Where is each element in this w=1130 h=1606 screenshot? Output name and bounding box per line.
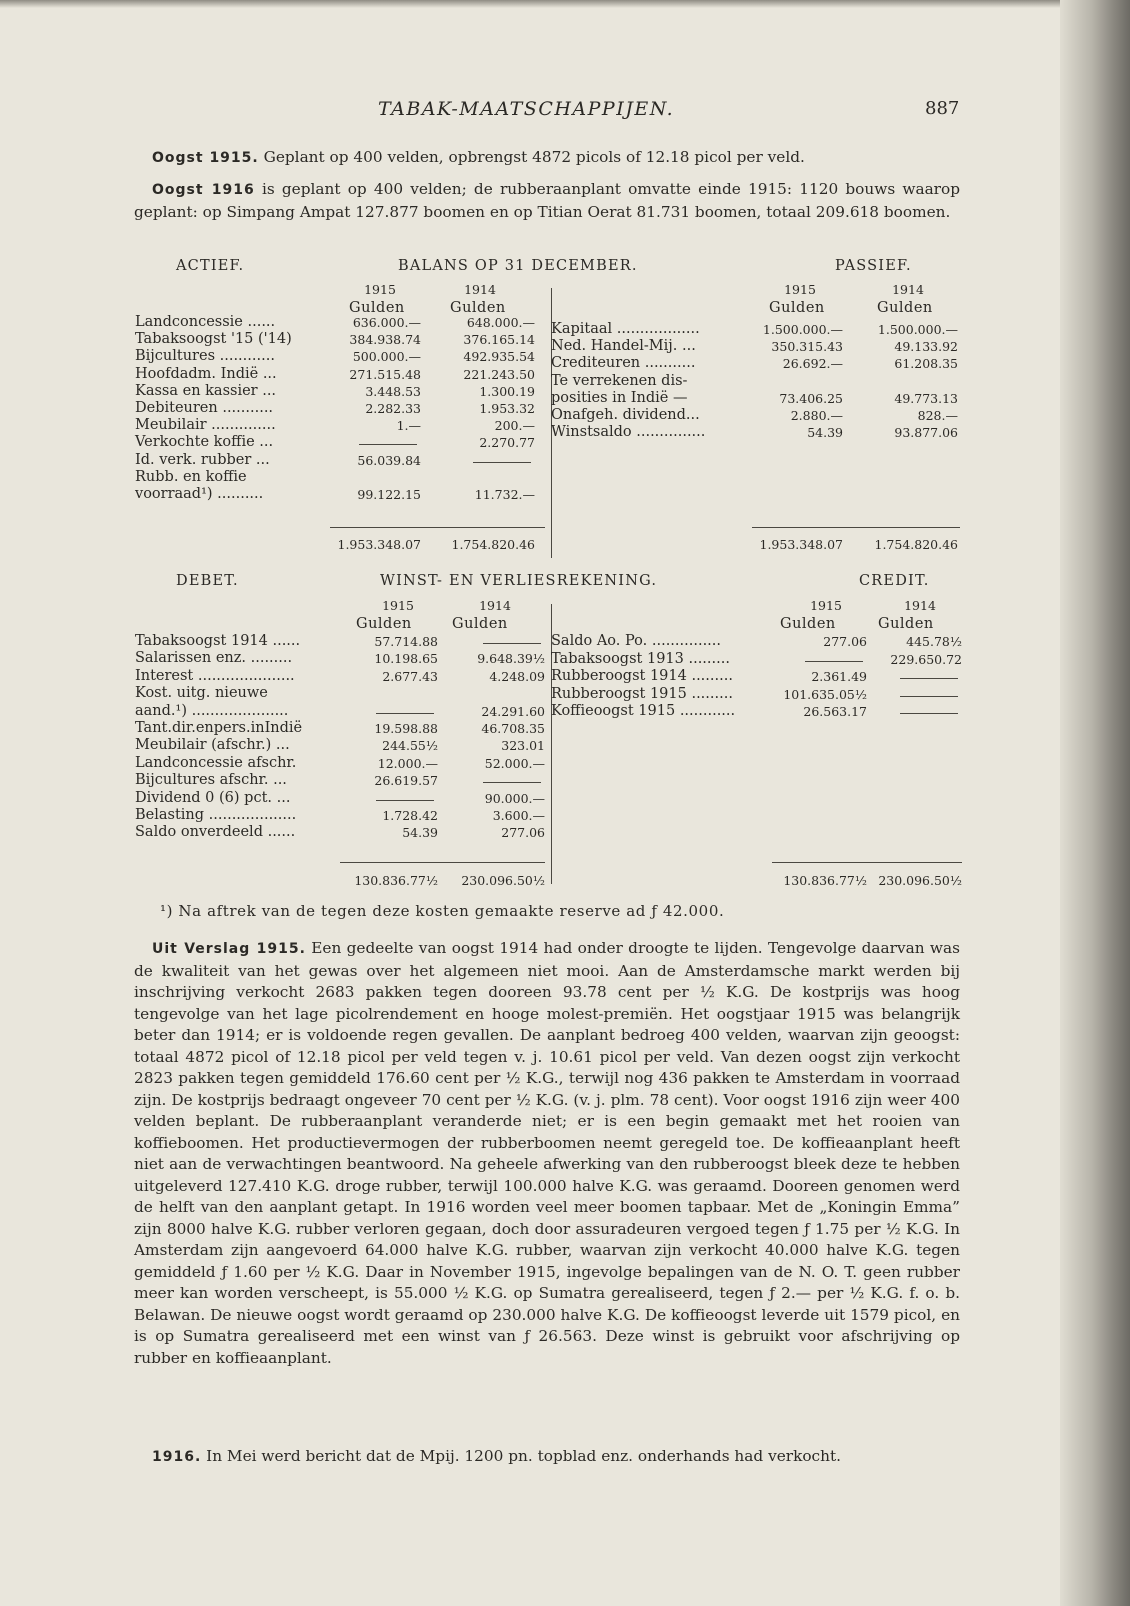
pl-credit-unit-1915: Gulden xyxy=(780,616,836,632)
pl-credit-unit-1914: Gulden xyxy=(878,616,934,632)
debet-row-label: Meubilair (afschr.) ... xyxy=(135,737,290,754)
debet-row-value-1914: 9.648.39½ xyxy=(477,651,545,667)
actief-nil-dash xyxy=(473,462,531,463)
passief-total-rule xyxy=(752,527,960,528)
actief-row-value-1914: 376.165.14 xyxy=(463,332,535,348)
passief-row-value-1915: 73.406.25 xyxy=(779,390,843,406)
passief-row-label: Winstsaldo ............... xyxy=(551,424,706,441)
balance-actief-unit-1915: Gulden xyxy=(349,300,405,316)
debet-nil-dash xyxy=(483,643,541,644)
actief-row-value-1914: 648.000.— xyxy=(466,315,535,330)
passief-row-value-1915: 1.500.000.— xyxy=(762,322,843,337)
pl-debet-unit-1914: Gulden xyxy=(452,616,508,632)
passief-row-value-1914: 93.877.06 xyxy=(894,425,958,441)
actief-row-value-1914: 1.300.19 xyxy=(479,383,535,399)
book-binding-edge xyxy=(1060,0,1130,1606)
actief-row-value-1914: 1.953.32 xyxy=(479,401,535,416)
pl-left-heading: DEBET. xyxy=(176,573,239,589)
debet-row-label: Saldo onverdeeld ...... xyxy=(135,824,296,841)
actief-row-label: Meubilair .............. xyxy=(135,417,276,434)
debet-row-value-1915: 26.619.57 xyxy=(374,773,438,789)
passief-row-label: Te verrekenen dis- xyxy=(551,372,688,389)
actief-row-value-1915: 636.000.— xyxy=(352,315,421,330)
debet-row-label: Landconcessie afschr. xyxy=(135,754,297,771)
text-verslag-1915: Een gedeelte van oogst 1914 had onder droogte te lijden. Tengevolge daarvan was de kwaliteit van het gewas over het algemeen niet mooi. Aan de Amsterdamsche markt werden bij inschrijving verkocht 2683 pakken tegen dooreen 93.78 cent per ½ K.G. De kostprijs was hoog tengevolge van het lage picolrendement en hooge molest-premiën. Het oogstjaar 1915 was belangrijk beter dan 1914; er is voldoende regen gevallen. De aanplant bedroeg 400 velden, waarvan zijn geoogst: totaal 4872 picol of 12.18 picol per veld tegen v. j. 10.61 picol per veld. Van dezen oogst zijn verkocht 2823 pakken tegen gemiddeld 176.60 cent per ½ K.G., terwijl nog 436 pakken te Amsterdam in voorraad zijn. De kostprijs bedraagt ongeveer 70 cent per ½ K.G. (v. j. plm. 78 cent). Voor oogst 1916 zijn weer 400 velden beplant. De rubberaanplant veranderde niet; er is een begin gemaakt met het rooien van koffieboomen. Het productievermogen der rubberboomen neemt geregeld toe. De koffieaanplant heeft niet aan de verwachtingen beantwoord. Na geheele afwerking van den rubberoogst bleek deze te hebben uitgeleverd 127.410 K.G. droge rubber, terwijl 100.000 halve K.G. was geraamd. Dooreen genomen werd de helft van den aanplant getapt. In 1916 worden veel meer boomen tapbaar. Met de „Koningin Emma” zijn 8000 halve K.G. rubber verloren gegaan, doch door assuradeuren vergoed tegen ƒ 1.75 per ½ K.G. In Amsterdam zijn aangevoerd 64.000 halve K.G. rubber, waarvan zijn verkocht 40.000 halve K.G. tegen gemiddeld ƒ 1.60 per ½ K.G. Daar in November 1915, ingevolge bepalingen van de N. O. T. geen rubber meer kan worden verscheept, is 55.000 ½ K.G. op Sumatra gerealiseerd, tegen ƒ 2.— per ½ K.G. f. o. b. Belawan. De nieuwe oogst wordt geraamd op 230.000 halve K.G. De koffieoogst leverde uit 1579 picol, en is op Sumatra gerealiseerd met een winst van ƒ 26.563. Deze winst is gebruikt voor afschrijving op rubber en koffieaanplant. xyxy=(134,939,960,1367)
debet-row-label: Bijcultures afschr. ... xyxy=(135,772,287,789)
passief-row-value-1915: 2.880.— xyxy=(790,408,843,423)
debet-nil-dash xyxy=(376,800,434,801)
debet-row-label: Belasting ................... xyxy=(135,807,297,823)
debet-row-value-1915: 12.000.— xyxy=(377,755,438,771)
debet-row-label: Salarissen enz. ......... xyxy=(135,650,293,667)
actief-row-label: Landconcessie ...... xyxy=(135,314,276,330)
actief-total-rule xyxy=(330,527,545,528)
text-oogst-1915: Geplant op 400 velden, opbrengst 4872 picols of 12.18 picol per veld. xyxy=(263,148,805,166)
actief-row-value-1915: 99.122.15 xyxy=(357,487,421,502)
debet-row-value-1914: 46.708.35 xyxy=(481,721,545,736)
actief-row-value-1914: 221.243.50 xyxy=(463,366,535,382)
balance-passief-year-1914: 1914 xyxy=(892,282,924,297)
paragraph-verslag-1915 xyxy=(134,938,960,1369)
pl-credit-year-1915: 1915 xyxy=(810,598,842,613)
credit-row-value-1915: 277.06 xyxy=(823,634,867,649)
debet-row-value-1914: 3.600.— xyxy=(492,808,545,823)
passief-row-value-1915: 26.692.— xyxy=(782,356,843,372)
debet-row-value-1915: 2.677.43 xyxy=(382,668,438,684)
actief-row-label: Verkochte koffie ... xyxy=(135,434,274,451)
balance-actief-year-1914: 1914 xyxy=(464,282,496,297)
debet-total-1915: 130.836.77½ xyxy=(354,873,438,888)
credit-row-value-1915: 2.361.49 xyxy=(811,669,867,685)
debet-row-value-1914: 24.291.60 xyxy=(481,703,545,719)
actief-total-1915: 1.953.348.07 xyxy=(337,537,421,552)
credit-row-value-1915: 26.563.17 xyxy=(803,704,867,720)
credit-row-label: Rubberoogst 1915 ......... xyxy=(551,685,733,702)
pl-title: WINST- EN VERLIESREKENING. xyxy=(380,573,658,589)
debet-row-value-1915: 54.39 xyxy=(402,825,438,841)
passief-row-value-1914: 1.500.000.— xyxy=(877,322,958,337)
debet-total-1914: 230.096.50½ xyxy=(461,873,545,888)
actief-row-label: Kassa en kassier ... xyxy=(135,382,277,399)
paragraph-1916 xyxy=(134,1446,960,1469)
credit-row-label: Tabaksoogst 1913 ......... xyxy=(551,650,730,667)
credit-nil-dash xyxy=(900,678,958,679)
passief-row-value-1914: 49.133.92 xyxy=(894,339,958,355)
credit-row-value-1914: 445.78½ xyxy=(906,634,962,649)
passief-row-label: Crediteuren ........... xyxy=(551,355,696,372)
balance-title: BALANS OP 31 DECEMBER. xyxy=(398,258,638,274)
credit-row-label: Saldo Ao. Po. ............... xyxy=(551,633,721,649)
lead-oogst-1915: Oogst 1915. xyxy=(152,150,259,166)
passief-total-1915: 1.953.348.07 xyxy=(759,537,843,552)
passief-row-value-1914: 828.— xyxy=(917,408,958,423)
lead-1916: 1916. xyxy=(152,1449,202,1465)
credit-nil-dash xyxy=(900,696,958,697)
lead-verslag-1915: Uit Verslag 1915. xyxy=(152,941,306,957)
balance-actief-year-1915: 1915 xyxy=(364,282,396,297)
credit-row-label: Koffieoogst 1915 ............ xyxy=(551,703,736,720)
balance-passief-unit-1915: Gulden xyxy=(769,300,825,316)
balance-left-heading: ACTIEF. xyxy=(176,258,245,274)
passief-row-label: Onafgeh. dividend... xyxy=(551,407,700,423)
actief-row-value-1915: 271.515.48 xyxy=(349,366,421,382)
credit-row-label: Rubberoogst 1914 ......... xyxy=(551,668,733,685)
debet-row-value-1915: 57.714.88 xyxy=(374,634,438,649)
actief-row-label: Bijcultures ............ xyxy=(135,348,275,365)
pl-debet-year-1914: 1914 xyxy=(479,598,511,613)
actief-row-value-1915: 384.938.74 xyxy=(349,332,421,348)
debet-row-value-1914: 52.000.— xyxy=(484,755,545,771)
page-number: 887 xyxy=(925,98,960,119)
debet-nil-dash xyxy=(376,713,434,714)
actief-row-label: Rubb. en koffie xyxy=(135,468,247,485)
paragraph-oogst-1916 xyxy=(134,179,960,223)
credit-total-1914: 230.096.50½ xyxy=(878,873,962,888)
actief-row-value-1915: 500.000.— xyxy=(352,349,421,365)
debet-nil-dash xyxy=(483,782,541,783)
debet-row-label: Interest ..................... xyxy=(135,667,295,684)
credit-nil-dash xyxy=(805,661,863,662)
text-1916: In Mei werd bericht dat de Mpij. 1200 pn. topblad enz. onderhands had verkocht. xyxy=(206,1447,841,1465)
actief-row-value-1914: 200.— xyxy=(494,418,535,434)
debet-row-value-1914: 4.248.09 xyxy=(489,668,545,684)
actief-total-1914: 1.754.820.46 xyxy=(451,537,535,552)
actief-row-value-1915: 1.— xyxy=(396,418,421,434)
actief-row-label: Tabaksoogst '15 ('14) xyxy=(135,331,292,348)
debet-row-label: Kost. uitg. nieuwe xyxy=(135,685,268,702)
passief-row-label: Ned. Handel-Mij. ... xyxy=(551,338,696,355)
debet-row-label: Dividend 0 (6) pct. ... xyxy=(135,789,291,806)
balance-passief-unit-1914: Gulden xyxy=(877,300,933,316)
actief-row-value-1914: 492.935.54 xyxy=(463,349,535,365)
balance-right-heading: PASSIEF. xyxy=(835,258,912,274)
balance-passief-year-1915: 1915 xyxy=(784,282,816,297)
running-head: TABAK-MAATSCHAPPIJEN. xyxy=(378,98,675,120)
credit-nil-dash xyxy=(900,713,958,714)
debet-row-label: aand.¹) ..................... xyxy=(135,702,289,719)
passief-row-value-1914: 49.773.13 xyxy=(894,390,958,406)
passief-row-value-1915: 350.315.43 xyxy=(771,339,843,355)
actief-row-value-1914: 11.732.— xyxy=(474,487,535,502)
debet-row-value-1915: 19.598.88 xyxy=(374,721,438,736)
debet-row-label: Tant.dir.enpers.inIndië xyxy=(135,720,303,736)
debet-row-value-1914: 323.01 xyxy=(501,738,545,754)
passief-row-label: posities in Indië — xyxy=(551,389,688,406)
credit-total-1915: 130.836.77½ xyxy=(783,873,867,888)
credit-total-rule xyxy=(772,862,962,863)
footnote: ¹) Na aftrek van de tegen deze kosten gemaakte reserve ad ƒ 42.000. xyxy=(160,902,725,920)
pl-debet-unit-1915: Gulden xyxy=(356,616,412,632)
debet-row-label: Tabaksoogst 1914 ...... xyxy=(135,633,301,649)
debet-total-rule xyxy=(340,862,545,863)
pl-credit-year-1914: 1914 xyxy=(904,598,936,613)
passief-row-label: Kapitaal .................. xyxy=(551,321,700,337)
lead-oogst-1916: Oogst 1916 xyxy=(152,182,255,198)
balance-actief-unit-1914: Gulden xyxy=(450,300,506,316)
actief-row-label: Debiteuren ........... xyxy=(135,400,274,416)
text-oogst-1916: is geplant op 400 velden; de rubberaanplant omvatte einde 1915: 1120 bouws waarop geplant: op Simpang Ampat 127.877 boomen en op Titian Oerat 81.731 boomen, totaal 209.618 boomen. xyxy=(134,180,960,221)
passief-row-value-1915: 54.39 xyxy=(807,425,843,441)
pl-debet-year-1915: 1915 xyxy=(382,598,414,613)
debet-row-value-1914: 90.000.— xyxy=(484,790,545,806)
debet-row-value-1915: 244.55½ xyxy=(382,738,438,754)
credit-row-value-1914: 229.650.72 xyxy=(890,651,962,667)
debet-row-value-1915: 10.198.65 xyxy=(374,651,438,667)
debet-row-value-1914: 277.06 xyxy=(501,825,545,841)
actief-row-value-1915: 3.448.53 xyxy=(365,383,421,399)
actief-row-label: Id. verk. rubber ... xyxy=(135,451,270,468)
actief-row-value-1914: 2.270.77 xyxy=(479,435,535,451)
actief-row-label: voorraad¹) .......... xyxy=(135,486,264,502)
credit-row-value-1915: 101.635.05½ xyxy=(783,686,867,702)
passief-total-1914: 1.754.820.46 xyxy=(874,537,958,552)
passief-row-value-1914: 61.208.35 xyxy=(894,356,958,372)
pl-right-heading: CREDIT. xyxy=(859,573,930,589)
actief-row-value-1915: 56.039.84 xyxy=(357,452,421,468)
actief-nil-dash xyxy=(359,444,417,445)
actief-row-value-1915: 2.282.33 xyxy=(365,401,421,416)
actief-row-label: Hoofdadm. Indië ... xyxy=(135,365,277,382)
debet-row-value-1915: 1.728.42 xyxy=(382,808,438,823)
paragraph-oogst-1915 xyxy=(134,147,960,170)
